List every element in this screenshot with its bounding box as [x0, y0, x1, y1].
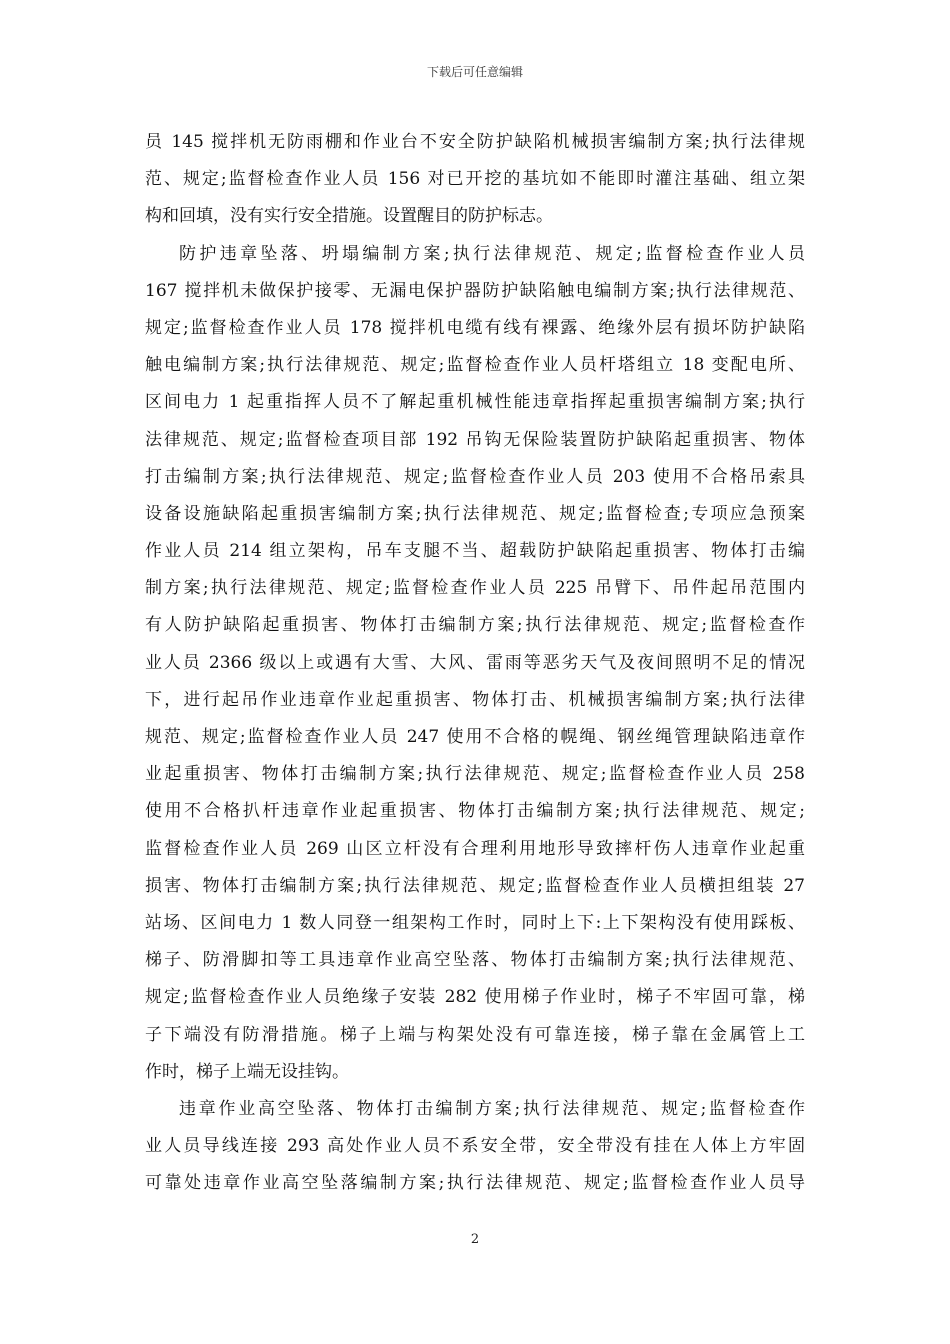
body-line: 业人员导线连接 293 高处作业人员不系安全带，安全带没有挂在人体上方牢固 — [145, 1136, 805, 1157]
document-body — [145, 124, 805, 1202]
body-line: 违章作业高空坠落、物体打击编制方案;执行法律规范、规定;监督检查作 — [179, 1098, 805, 1119]
body-line: 子下端没有防滑措施。梯子上端与构架处没有可靠连接，梯子靠在金属管上工 — [145, 1024, 805, 1045]
body-line: 设备设施缺陷起重损害编制方案;执行法律规范、规定;监督检查;专项应急预案 — [145, 503, 805, 524]
body-line: 规范、规定;监督检查作业人员 247 使用不合格的幌绳、钢丝绳管理缺陷违章作 — [145, 727, 805, 747]
body-line: 构和回填，没有实行安全措施。设置醒目的防护标志。 — [145, 206, 553, 227]
body-line: 业起重损害、物体打击编制方案;执行法律规范、规定;监督检查作业人员 258 — [145, 764, 805, 785]
body-line: 作业人员 214 组立架构，吊车支腿不当、超载防护缺陷起重损害、物体打击编 — [145, 541, 805, 562]
body-line: 监督检查作业人员 269 山区立杆没有合理利用地形导致摔杆伤人违章作业起重 — [145, 838, 805, 859]
body-line: 使用不合格扒杆违章作业起重损害、物体打击编制方案;执行法律规范、规定; — [145, 801, 805, 822]
page-header: 下载后可任意编辑 — [426, 65, 523, 79]
body-line: 区间电力 1 起重指挥人员不了解起重机械性能违章指挥起重损害编制方案;执行 — [145, 392, 805, 413]
body-line: 范、规定;监督检查作业人员 156 对已开挖的基坑如不能即时灌注基础、组立架 — [145, 169, 805, 190]
body-line: 业人员 2366 级以上或遇有大雪、大风、雷雨等恶劣天气及夜间照明不足的情况 — [145, 652, 805, 673]
body-line: 员 145 搅拌机无防雨棚和作业台不安全防护缺陷机械损害编制方案;执行法律规 — [145, 132, 805, 152]
body-line: 损害、物体打击编制方案;执行法律规范、规定;监督检查作业人员横担组装 27 — [145, 875, 805, 896]
page-number: 2 — [470, 1232, 480, 1247]
body-line: 梯子、防滑脚扣等工具违章作业高空坠落、物体打击编制方案;执行法律规范、 — [145, 950, 805, 971]
body-line: 167 搅拌机未做保护接零、无漏电保护器防护缺陷触电编制方案;执行法律规范、 — [145, 280, 805, 301]
body-line: 触电编制方案;执行法律规范、规定;监督检查作业人员杆塔组立 18 变配电所、 — [145, 355, 805, 376]
body-line: 下，进行起吊作业违章作业起重损害、物体打击、机械损害编制方案;执行法律 — [145, 689, 805, 710]
body-line: 站场、区间电力 1 数人同登一组架构工作时，同时上下:上下架构没有使用踩板、 — [145, 912, 805, 933]
body-line: 有人防护缺陷起重损害、物体打击编制方案;执行法律规范、规定;监督检查作 — [145, 615, 805, 636]
body-line: 可靠处违章作业高空坠落编制方案;执行法律规范、规定;监督检查作业人员导 — [145, 1173, 805, 1194]
body-line: 法律规范、规定;监督检查项目部 192 吊钩无保险装置防护缺陷起重损害、物体 — [145, 429, 805, 450]
body-line: 防护违章坠落、坍塌编制方案;执行法律规范、规定;监督检查作业人员 — [179, 243, 805, 264]
body-line: 制方案;执行法律规范、规定;监督检查作业人员 225 吊臂下、吊件起吊范围内 — [145, 578, 805, 599]
body-line: 规定;监督检查作业人员绝缘子安装 282 使用梯子作业时，梯子不牢固可靠，梯 — [145, 987, 805, 1008]
body-line: 规定;监督检查作业人员 178 搅拌机电缆有线有裸露、绝缘外层有损坏防护缺陷 — [145, 317, 805, 338]
body-line: 打击编制方案;执行法律规范、规定;监督检查作业人员 203 使用不合格吊索具 — [145, 466, 805, 487]
body-line: 作时，梯子上端无设挂钩。 — [145, 1061, 349, 1082]
